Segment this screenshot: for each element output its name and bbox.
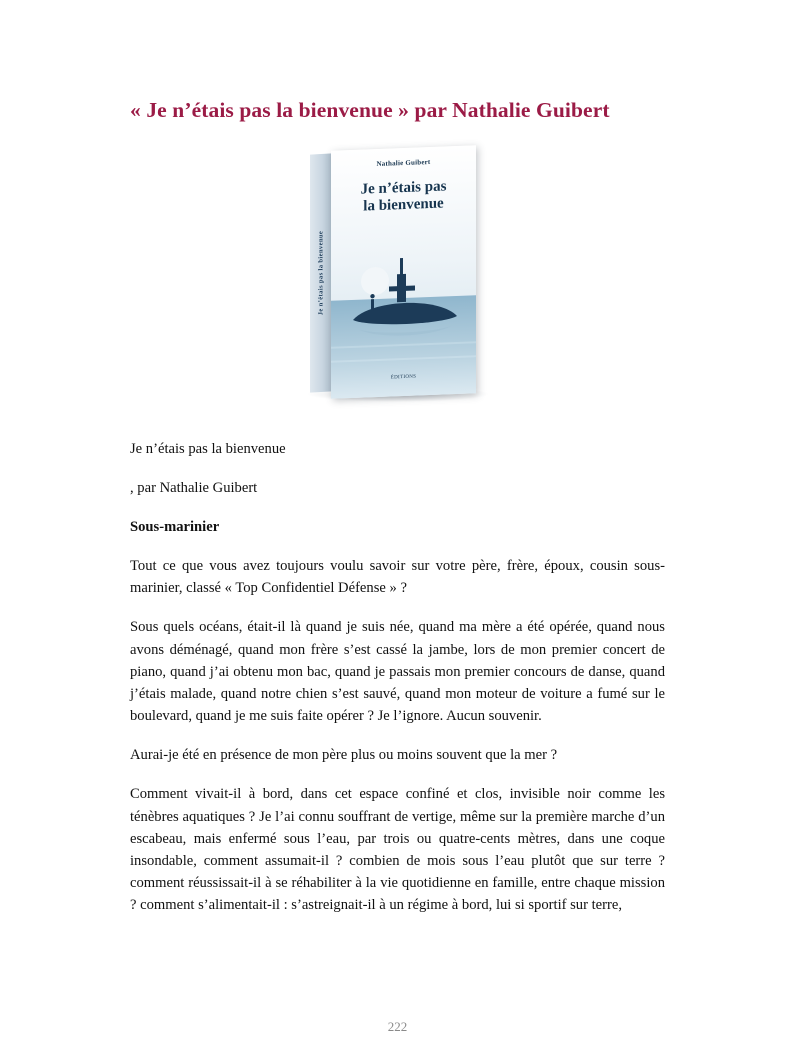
page-title: « Je n’étais pas la bienvenue » par Nathalie Guibert: [130, 98, 610, 122]
paragraph-book-title: Je n’étais pas la bienvenue: [130, 440, 286, 457]
book-spine: [310, 153, 332, 392]
cover-publisher: ÉDITIONS: [390, 374, 416, 381]
article-content: [130, 95, 665, 933]
paragraph-4: Comment vivait-il à bord, dans cet espace confiné et clos, invisible noir comme les ténèbres aquatiques ? Je l’ai connu souffrant de vertige, même sur la première marche d’un escabeau, mais enfermé sous l’eau, par trois ou quatre-cents mètres, dans une coque insondable, comment assumait-il ? combien de mois sous l’eau plutôt que sur terre ? comment réussissait-il à se réhabiliter à la vie quotidienne en famille, entre chaque mission ? comment s’alimentait-il : s’astreignait-il à un régime à bord, lui si sportif sur terre,: [130, 786, 665, 914]
page-number: 222: [387, 1019, 408, 1034]
book-cover-image: [298, 148, 498, 398]
paragraph-3: Aurai-je été en présence de mon père plus ou moins souvent que la mer ?: [130, 747, 558, 764]
book-spine-title: Je n’étais pas la bienvenue: [317, 230, 324, 315]
cover-book-title: Je n’étais pas la bienvenue: [360, 177, 446, 215]
book-front-cover: [331, 145, 476, 399]
paragraph-2: Sous quels océans, était-il là quand je suis née, quand ma mère a été opérée, quand nous avons déménagé, quand mon frère s’est cassé la jambe, lors de mon premier concert de piano, quand j’ai obtenu mon bac, quand je passais mon premier concours de danse, quand j’étais malade, quand notre chien s’est sauvé, quand mon moteur de voiture a fumé sur le boulevard, quand je me suis faite opérer ? Je l’ignore. Aucun souvenir.: [130, 619, 665, 725]
section-heading-sous-marinier: Sous-marinier: [130, 518, 220, 535]
cover-author-name: Nathalie Guibert: [376, 157, 430, 168]
paragraph-author-credit: , par Nathalie Guibert: [130, 479, 258, 496]
book-cover-figure: [130, 148, 665, 398]
article-body: [130, 438, 665, 917]
paragraph-1: Tout ce que vous avez toujours voulu savoir sur votre père, frère, époux, cousin sous-marinier, classé « Top Confidentiel Défense » ?: [130, 558, 665, 597]
